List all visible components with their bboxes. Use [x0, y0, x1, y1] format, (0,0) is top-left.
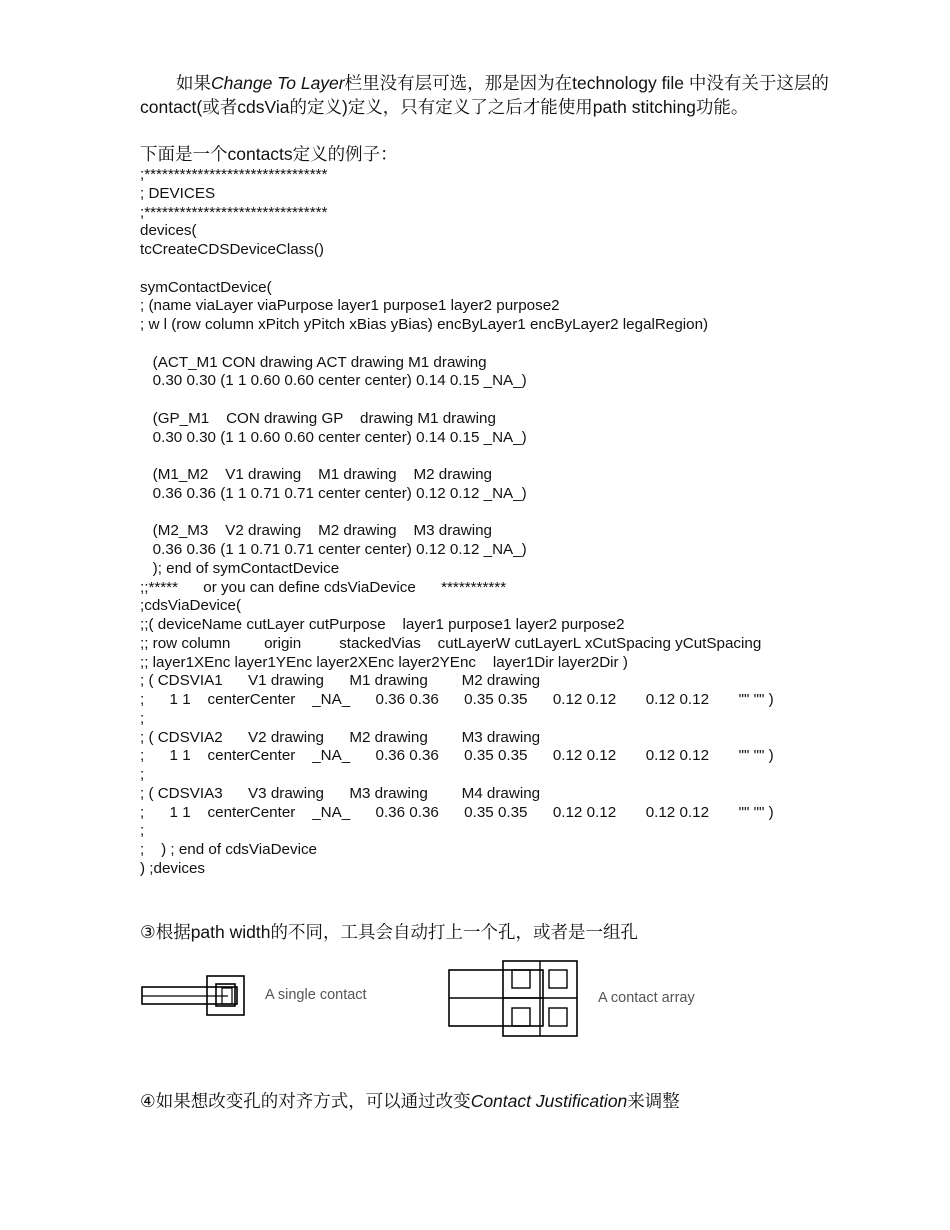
- code-line: ;cdsViaDevice(: [140, 597, 242, 615]
- code-line: tcCreateCDSDeviceClass(): [140, 241, 324, 258]
- code-line: ;;***** or you can define cdsViaDevice ***********: [140, 578, 507, 596]
- code-line: (M1_M2 V1 drawing M1 drawing M2 drawing: [140, 466, 492, 483]
- code-line: ; (name viaLayer viaPurpose layer1 purpose1 layer2 purpose2: [140, 297, 560, 315]
- code-line: ) ;devices: [140, 859, 205, 877]
- code-line: ; ( CDSVIA2 V2 drawing M2 drawing M3 drawing: [140, 728, 541, 746]
- array-cut-1: [512, 970, 530, 988]
- code-line: ;: [140, 709, 145, 727]
- code-line: (GP_M1 CON drawing GP drawing M1 drawing: [140, 409, 496, 427]
- code-line: 0.36 0.36 (1 1 0.71 0.71 center center) 0.12 0.12 _NA_): [140, 541, 527, 558]
- contact-array-figure: [446, 958, 582, 1040]
- code-line: [140, 391, 920, 410]
- contact-justification-term: Contact Justification: [470, 1091, 628, 1111]
- code-line: [140, 335, 920, 354]
- code-line: (ACT_M1 CON drawing ACT drawing M1 drawing: [140, 353, 487, 371]
- single-contact-figure: [138, 972, 250, 1022]
- code-line: ;: [140, 766, 145, 783]
- code-line: ; ( CDSVIA3 V3 drawing M3 drawing M4 drawing: [140, 784, 541, 802]
- step4-text-a: ④如果想改变孔的对齐方式，可以通过改变: [140, 1091, 471, 1111]
- code-line: ; DEVICES: [140, 184, 216, 202]
- code-line: ; 1 1 centerCenter _NA_ 0.36 0.36 0.35 0.35 0.12 0.12 0.12 0.12 "" "" ): [140, 747, 774, 765]
- code-line: ;; row column origin stackedVias cutLayerW cutLayerL xCutSpacing yCutSpacing: [140, 634, 762, 652]
- step4-text: [140, 1089, 680, 1113]
- intro-text-a: 如果: [176, 73, 211, 93]
- array-cut-4: [549, 1008, 567, 1026]
- code-line: ;*******************************: [140, 203, 328, 221]
- code-line: devices(: [140, 222, 197, 240]
- code-line: (M2_M3 V2 drawing M2 drawing M3 drawing: [140, 522, 492, 540]
- step3-text: ③根据path width的不同，工具会自动打上一个孔，或者是一组孔: [140, 922, 638, 942]
- code-line: [140, 260, 920, 279]
- change-to-layer-term: Change To Layer: [211, 73, 345, 93]
- code-line: ;*******************************: [140, 166, 328, 183]
- code-line: ; 1 1 centerCenter _NA_ 0.36 0.36 0.35 0.35 0.12 0.12 0.12 0.12 "" "" ): [140, 803, 774, 821]
- code-line: [140, 447, 920, 466]
- code-line: ;: [140, 822, 145, 840]
- code-line: ; 1 1 centerCenter _NA_ 0.36 0.36 0.35 0.35 0.12 0.12 0.12 0.12 "" "" ): [140, 691, 774, 708]
- code-line: ; w l (row column xPitch yPitch xBias yBias) encByLayer1 encByLayer2 legalRegion): [140, 316, 709, 333]
- code-line: ; ) ; end of cdsViaDevice: [140, 841, 317, 858]
- code-block: [140, 166, 920, 879]
- step4-text-b: 来调整: [627, 1091, 680, 1111]
- code-line: 0.30 0.30 (1 1 0.60 0.60 center center) 0.14 0.15 _NA_): [140, 372, 527, 390]
- single-contact-caption: A single contact: [265, 987, 367, 1003]
- array-cut-2: [549, 970, 567, 988]
- code-line: 0.36 0.36 (1 1 0.71 0.71 center center) 0.12 0.12 _NA_): [140, 484, 527, 502]
- code-line: ;; layer1XEnc layer1YEnc layer2XEnc layer2YEnc layer1Dir layer2Dir ): [140, 653, 628, 671]
- code-line: ; ( CDSVIA1 V1 drawing M1 drawing M2 drawing: [140, 672, 541, 690]
- intro-paragraph: [140, 71, 870, 119]
- array-cut-3: [512, 1008, 530, 1026]
- example-heading: 下面是一个contacts定义的例子：: [140, 144, 398, 164]
- code-line: ); end of symContactDevice: [140, 559, 340, 577]
- code-line: ;;( deviceName cutLayer cutPurpose layer1 purpose1 layer2 purpose2: [140, 616, 625, 633]
- intro-text-b: 栏里没有层可选，那是因为在technology file 中没有关于这层的contact(或者cdsVia的定义)定义，只有定义了之后才能使用path stitching功能。: [140, 73, 829, 117]
- code-line: symContactDevice(: [140, 278, 272, 296]
- code-line: [140, 504, 920, 523]
- code-line: 0.30 0.30 (1 1 0.60 0.60 center center) 0.14 0.15 _NA_): [140, 428, 527, 446]
- contact-array-caption: A contact array: [598, 990, 695, 1006]
